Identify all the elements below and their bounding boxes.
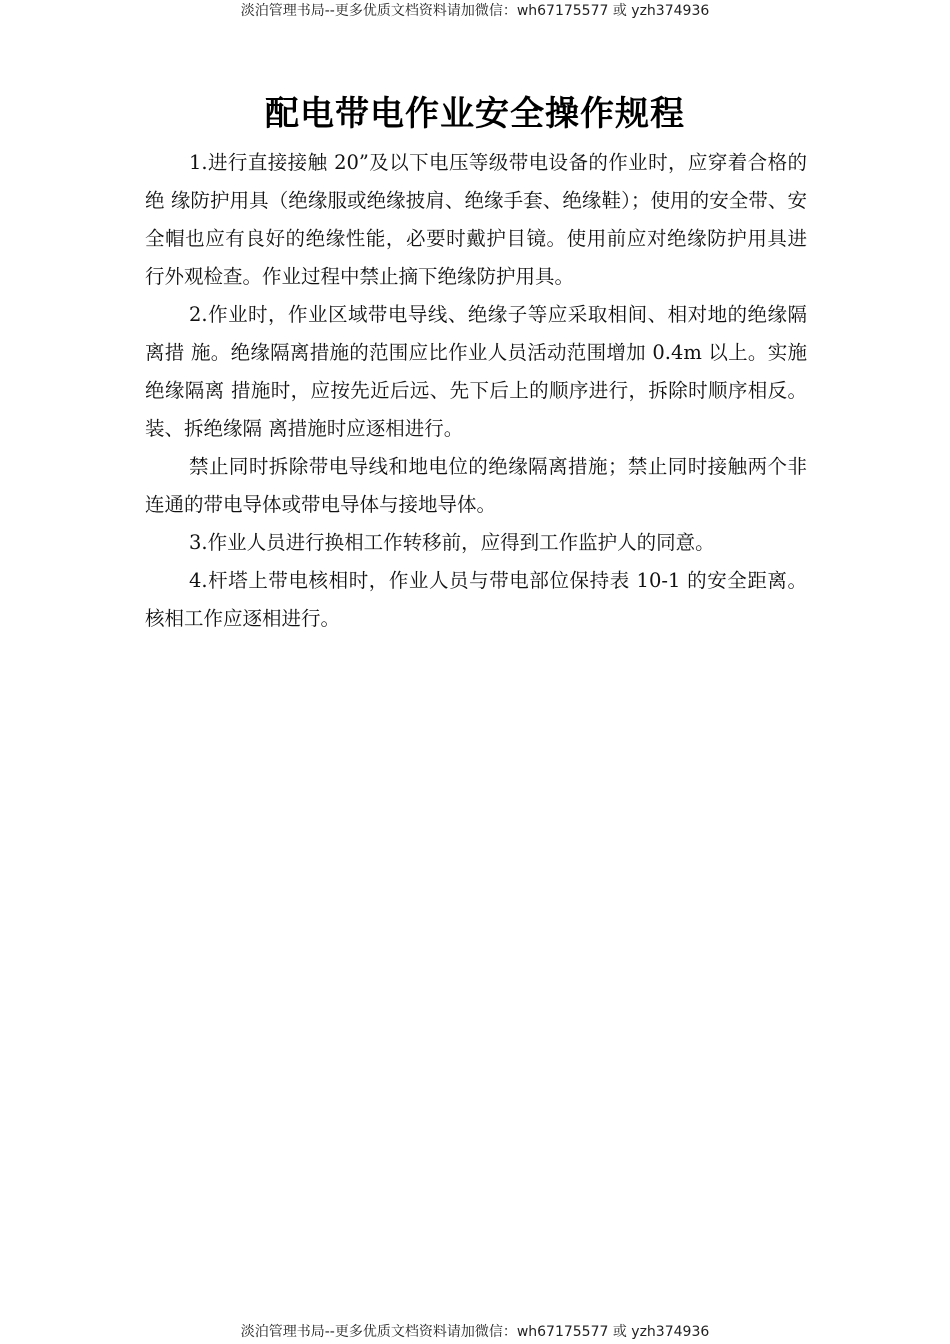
paragraph-3: 禁止同时拆除带电导线和地电位的绝缘隔离措施；禁止同时接触两个非连通的带电导体或带电导体与接地导体。: [145, 455, 807, 516]
paragraph-5: 4.杆塔上带电核相时，作业人员与带电部位保持表 10-1 的安全距离。核相工作应逐相进行。: [145, 569, 807, 630]
running-header: 淡泊管理书局--更多优质文档资料请加微信：wh67175577 或 yzh374936: [240, 3, 710, 19]
paragraph-1: 1.进行直接接触 20”及以下电压等级带电设备的作业时，应穿着合格的绝 缘防护用具（绝缘服或绝缘披肩、绝缘手套、绝缘鞋）；使用的安全带、安全帽也应有良好的绝缘性能，必要时戴护目镜。使用前应对绝缘防护用具进行外观检查。作业过程中禁止摘下绝缘防护用具。: [145, 151, 807, 288]
paragraph-4: 3.作业人员进行换相工作转移前，应得到工作监护人的同意。: [189, 531, 715, 554]
document-body: [145, 144, 807, 638]
running-footer: 淡泊管理书局--更多优质文档资料请加微信：wh67175577 或 yzh374936: [240, 1324, 710, 1340]
paragraph-2: 2.作业时，作业区域带电导线、绝缘子等应采取相间、相对地的绝缘隔离措 施。绝缘隔离措施的范围应比作业人员活动范围增加 0.4m 以上。实施绝缘隔离 措施时，应按先近后远、先下后上的顺序进行，拆除时顺序相反。装、拆绝缘隔 离措施时应逐相进行。: [145, 303, 807, 440]
document-title: 配电带电作业安全操作规程: [265, 94, 685, 134]
